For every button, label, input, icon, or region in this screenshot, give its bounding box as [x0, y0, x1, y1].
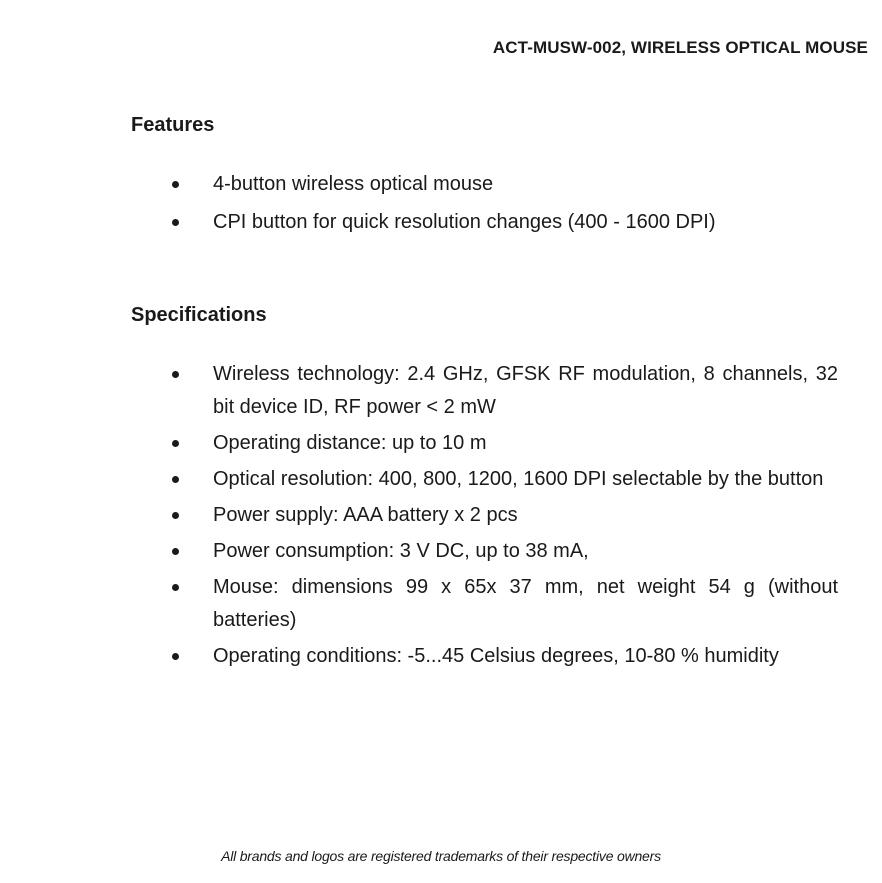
spec-text: Wireless technology: 2.4 GHz, GFSK RF modulation, 8 channels, 32 bit device ID, RF power < 2 mW [213, 363, 838, 418]
bullet-icon [172, 219, 179, 226]
list-item [170, 358, 838, 424]
features-list [170, 168, 838, 244]
trademark-footer: All brands and logos are registered trademarks of their respective owners [221, 848, 661, 864]
spec-text: Power consumption: 3 V DC, up to 38 mA, [213, 540, 589, 562]
list-item [170, 463, 838, 496]
specifications-heading: Specifications [131, 304, 267, 326]
bullet-icon [172, 440, 179, 447]
feature-text: CPI button for quick resolution changes (400 - 1600 DPI) [213, 211, 716, 233]
list-item [170, 499, 838, 532]
bullet-icon [172, 371, 179, 378]
bullet-icon [172, 181, 179, 188]
specifications-list [170, 358, 838, 676]
feature-text: 4-button wireless optical mouse [213, 173, 494, 195]
document-title: ACT-MUSW-002, WIRELESS OPTICAL MOUSE [492, 38, 868, 57]
features-heading: Features [131, 114, 215, 136]
bullet-icon [172, 584, 179, 591]
bullet-icon [172, 548, 179, 555]
spec-text: Mouse: dimensions 99 x 65x 37 mm, net weight 54 g (without batteries) [213, 576, 838, 631]
bullet-icon [172, 512, 179, 519]
spec-text: Optical resolution: 400, 800, 1200, 1600 DPI selectable by the button [213, 468, 824, 490]
bullet-icon [172, 476, 179, 483]
spec-text: Power supply: AAA battery x 2 pcs [213, 504, 518, 526]
spec-text: Operating distance: up to 10 m [213, 432, 487, 454]
list-item [170, 571, 838, 637]
list-item [170, 535, 838, 568]
spec-text: Operating conditions: -5...45 Celsius degrees, 10-80 % humidity [213, 645, 779, 667]
bullet-icon [172, 653, 179, 660]
list-item [170, 427, 838, 460]
list-item [170, 168, 838, 201]
list-item [170, 206, 838, 239]
list-item [170, 640, 838, 673]
